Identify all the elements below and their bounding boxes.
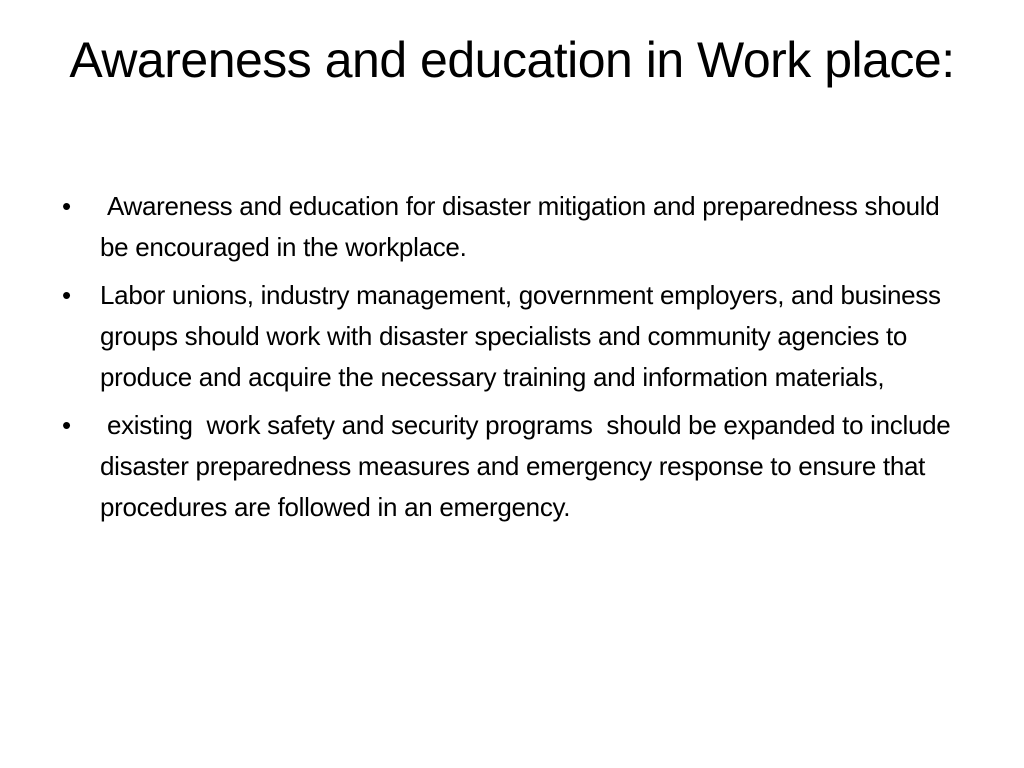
bullet-text: existing work safety and security programs should be expanded to include disaster preparedness measures and emergency response to ensure that procedures are followed in an emergency.	[100, 410, 958, 522]
bullet-icon: •	[62, 410, 71, 440]
bullet-icon: •	[62, 191, 71, 221]
slide-title: Awareness and education in Work place:	[69, 32, 955, 88]
bullet-text: Labor unions, industry management, government employers, and business groups should work with disaster specialists and community agencies to produce and acquire the necessary training and information materials,	[100, 280, 948, 392]
list-item	[62, 186, 967, 268]
bullet-icon: •	[62, 280, 71, 310]
list-item	[62, 405, 967, 528]
bullet-list	[62, 186, 967, 535]
list-item	[62, 275, 967, 398]
bullet-text: Awareness and education for disaster mitigation and preparedness should be encouraged in the workplace.	[100, 191, 947, 262]
